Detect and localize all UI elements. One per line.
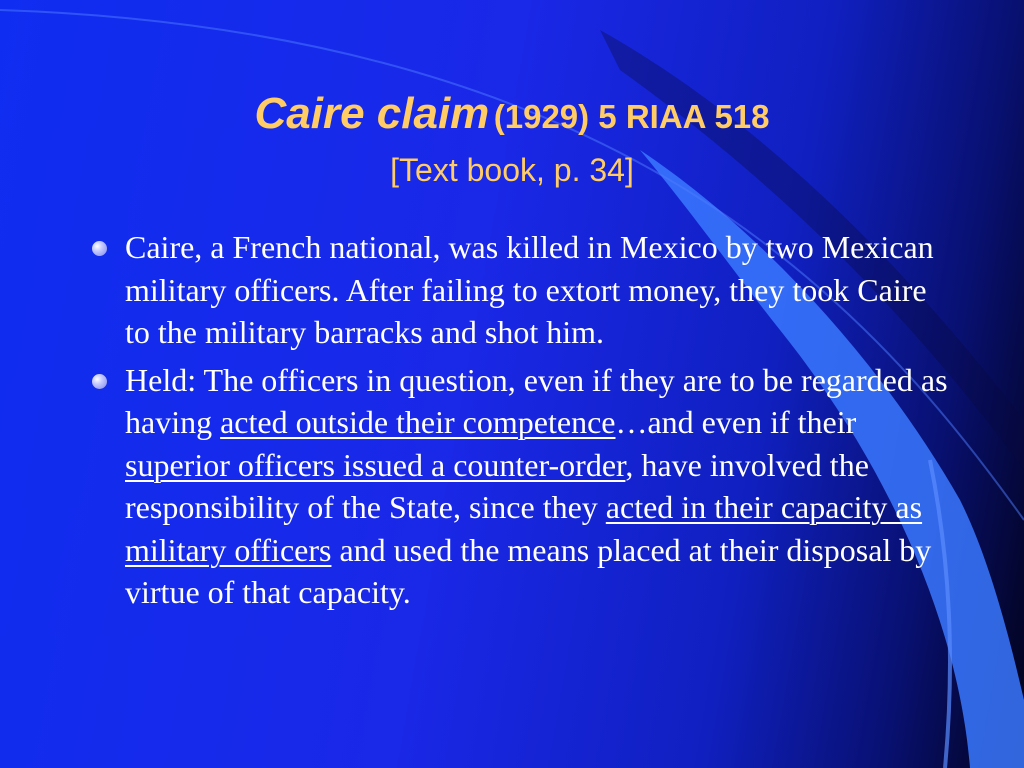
title-citation: (1929) 5 RIAA 518	[493, 98, 770, 135]
title-case-name: Caire claim	[254, 89, 490, 138]
held-underline-military-capacity: acted in their capacity as military officers	[125, 489, 923, 568]
bullet-text-facts: Caire, a French national, was killed in Mexico by two Mexican military officers. After failing to extort money, they took Caire to the military barracks and shot him.	[125, 229, 934, 350]
held-text-part-2: …and even if their	[615, 404, 857, 440]
bullet-icon	[92, 374, 107, 389]
bullet-icon	[92, 241, 107, 256]
held-underline-outside-competence: acted outside their competence	[220, 404, 616, 440]
title-textbook-reference: [Text book, p. 34]	[390, 152, 634, 188]
held-text-part-3: , have involved the responsibility of the State, since they	[125, 446, 869, 525]
slide-title	[0, 88, 1024, 190]
bullet-item-facts	[90, 226, 950, 354]
bullet-item-held	[90, 359, 950, 614]
bullet-list	[90, 226, 950, 619]
held-text-part-1: Held: The officers in question, even if they are to be regarded as having	[125, 361, 948, 440]
held-underline-counter-order: superior officers issued a counter-order	[125, 446, 626, 483]
held-text-part-4: and used the means placed at their disposal by virtue of that capacity.	[125, 531, 932, 610]
